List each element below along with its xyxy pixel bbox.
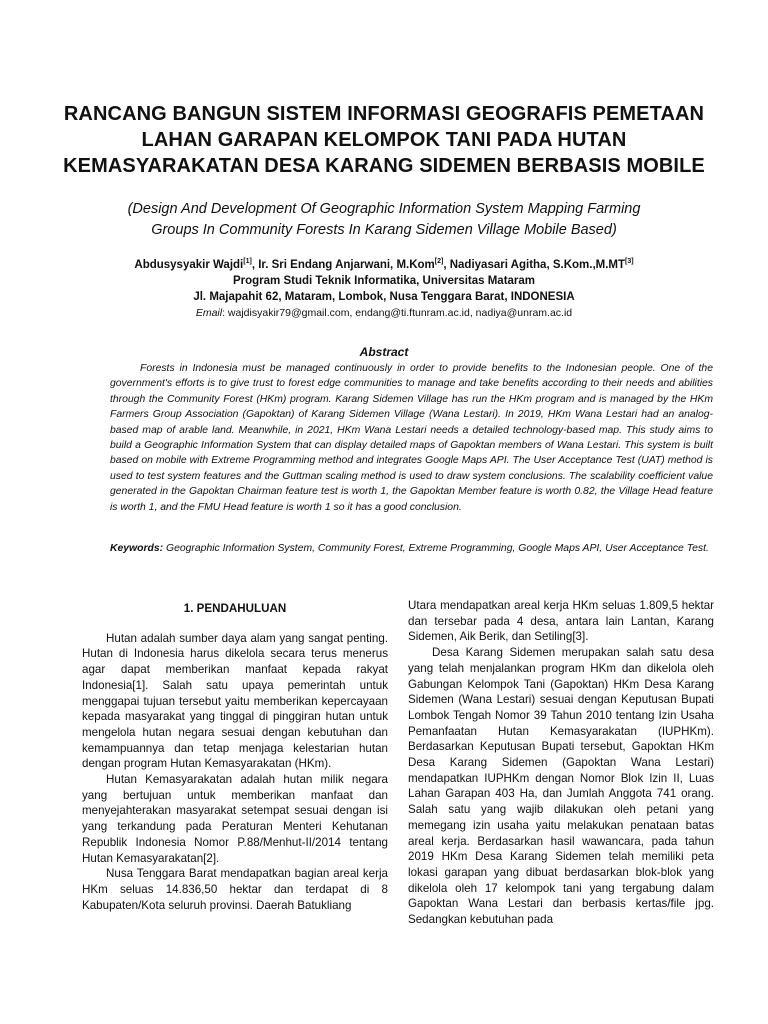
author-mark: [2] [434, 258, 444, 265]
keywords-label: Keywords: [110, 543, 164, 554]
abstract-heading: Abstract [359, 345, 409, 359]
body-paragraph: Utara mendapatkan areal kerja HKm seluas 1.809,5 hektar dan tersebar pada 4 desa, antara lain Lantan, Karang Sidemen, Aik Berik, dan Setiling[3]. [408, 599, 714, 644]
email-addresses: : wajdisyakir79@gmail.com, endang@ti.ftunram.ac.id, nadiya@unram.ac.id [222, 307, 573, 319]
address: Jl. Majapahit 62, Mataram, Lombok, Nusa Tenggara Barat, INDONESIA [193, 291, 575, 303]
title-line: KEMASYARAKATAN DESA KARANG SIDEMEN BERBASIS MOBILE [63, 155, 705, 177]
affiliation: Program Studi Teknik Informatika, Universitas Mataram [232, 275, 536, 287]
author-mark: [3] [625, 258, 634, 265]
right-column [408, 598, 714, 928]
title-line: RANCANG BANGUN SISTEM INFORMASI GEOGRAFIS PEMETAAN [63, 103, 705, 125]
author-separator: , [251, 259, 259, 271]
author-mark: [1] [243, 258, 252, 265]
subtitle-line: Groups In Community Forests In Karang Sidemen Village Mobile Based) [151, 222, 617, 238]
subtitle-line: (Design And Development Of Geographic Information System Mapping Farming [127, 201, 641, 217]
body-paragraph: Hutan Kemasyarakatan adalah hutan milik negara yang bertujuan untuk memberikan manfaat dan menyejahterakan masyarakat setempat sesuai dengan isi yang terkandung pada Peraturan Menteri Kehutanan Republik Indonesia Nomor P.88/Menhut-II/2014 tentang Hutan Kemasyarakatan[2]. [82, 773, 388, 865]
abstract-text: Forests in Indonesia must be managed continuously in order to provide benefits to the Indonesian people. One of the government's efforts is to give trust to forest edge communities to manage and take benefits according to their needs and abilities through the Community Forest (HKm) program. Karang Sidemen Village has run the HKm program and is managed by the HKm Farmers Group Association (Gapoktan) of Karang Sidemen Village (Wana Lestari). In 2019, HKm Wana Lestari had an analog-based map of arable land. Meanwhile, in 2021, HKm Wana Lestari needs a detailed technology-based map. This study aims to build a Geographic Information System that can display detailed maps of Gapoktan members of Wana Lestari. This system is built based on mobile with Extreme Programming method and integrates Google Maps API. The User Acceptance Test (UAT) method is used to test system features and the Guttman scaling method is used to draw system conclusions. The scalability coefficient value generated in the Gapoktan Chairman feature test is worth 1, the Gapoktan Member feature is worth 0.82, the Village Head feature is worth 1, and the FMU Head feature is worth 1 so it has a good conclusion. [110, 363, 713, 513]
keywords [110, 541, 713, 556]
keywords-text: Geographic Information System, Community Forest, Extreme Programming, Google Maps API, User Acceptance Test. [163, 543, 709, 554]
title-line: LAHAN GARAPAN KELOMPOK TANI PADA HUTAN [141, 129, 627, 151]
author-block [60, 254, 708, 321]
body-paragraph: Desa Karang Sidemen merupakan salah satu desa yang telah menjalankan program HKm dan dikelola oleh Gabungan Kelompok Tani (Gapoktan) HKm Desa Karang Sidemen (Wana Lestari) sesuai dengan Keputusan Bupati Lombok Tengah Nomor 39 Tahun 2010 tentang Izin Usaha Pemanfaatan Hutan Kemasyarakatan (IUPHKm). Berdasarkan Keputusan Bupati tersebut, Gapoktan HKm Desa Karang Sidemen (Gapoktan Wana Lestari) mendapatkan IUPHKm dengan Nomor Blok Izin II, Luas Lahan Garapan 403 Ha, dan Jumlah Anggota 741 orang. Salah satu yang wajib dilakukan oleh petani yang memegang izin usaha yaitu melakukan penataan batas areal kerja. Berdasarkan hasil wawancara, pada tahun 2019 HKm Desa Karang Sidemen telah memiliki peta lokasi garapan yang dibuat berdasarkan blok-blok yang dikelola oleh 17 kelompok tani yang tergabung dalam Gapoktan Wana Lestari dan berbasis kertas/file jpg. Sedangkan kebutuhan pada [408, 646, 714, 927]
paper-title [40, 101, 728, 179]
email-label: Email [195, 307, 223, 319]
author-name: Abdusysyakir Wajdi [134, 259, 244, 271]
paper-subtitle [60, 199, 708, 241]
section-heading: 1. PENDAHULUAN [183, 602, 287, 615]
email-line [60, 305, 708, 321]
author-list [60, 254, 708, 273]
author-name: Ir. Sri Endang Anjarwani, M.Kom [258, 259, 435, 271]
left-column [82, 598, 388, 913]
body-paragraph: Hutan adalah sumber daya alam yang sangat penting. Hutan di Indonesia harus dikelola secara terus menerus agar dapat memberikan manfaat kepada rakyat Indonesia[1]. Salah satu upaya pemerintah untuk menggapai tujuan tersebut yaitu memberikan kepercayaan kepada masyarakat yang tinggal di pinggiran hutan untuk mengelola hutan negara sesuai dengan kebutuhan dan kemampuannya dan tetap menjaga kelestarian hutan dengan program Hutan Kemasyarakatan (HKm). [82, 631, 388, 771]
author-separator: , [443, 259, 450, 271]
body-paragraph: Nusa Tenggara Barat mendapatkan bagian areal kerja HKm seluas 14.836,50 hektar dan terdapat di 8 Kabupaten/Kota seluruh provinsi. Daerah Batukliang [82, 867, 388, 912]
author-name: Nadiyasari Agitha, S.Kom.,M.MT [449, 259, 626, 271]
